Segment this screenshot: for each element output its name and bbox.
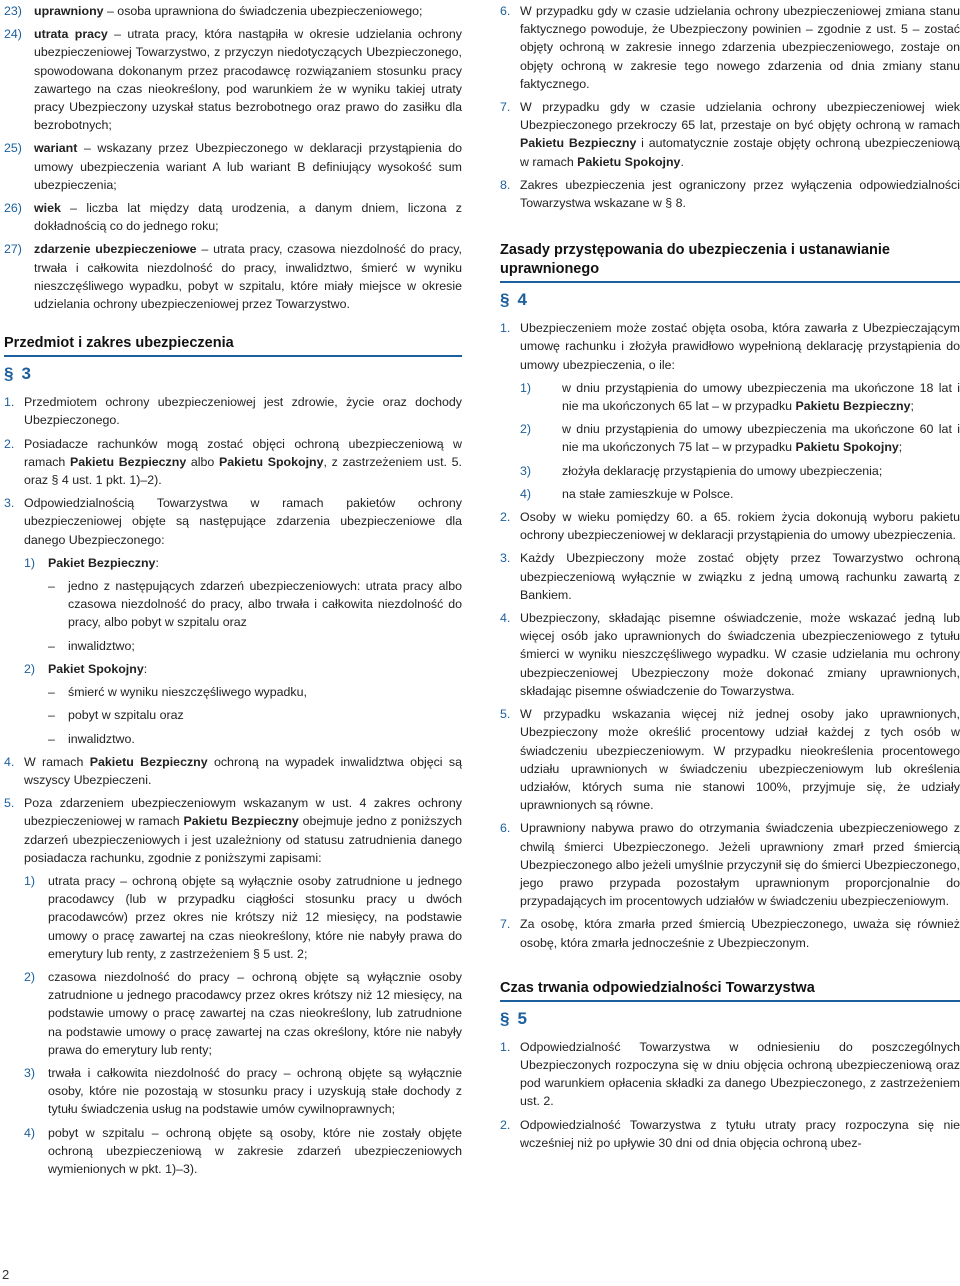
definition-number: 26): [4, 201, 22, 216]
definition-number: 25): [4, 141, 22, 156]
item-text: :: [143, 661, 148, 676]
section-heading: Czas trwania odpowiedzialności Towarzystwa: [500, 979, 960, 1002]
item-text: Odpowiedzialność Towarzystwa z tytułu utraty pracy rozpoczyna się nie wcześniej niż po upływie 30 dni od dnia objęcia ochroną ubez-: [520, 1117, 960, 1150]
sub-item: [520, 420, 960, 456]
dash-item: [4, 683, 462, 701]
dash-mark: –: [48, 579, 55, 594]
sub-item-text: czasowa niezdolność do pracy – ochroną objęte są wyłącznie osoby zatrudnione u jednego pracodawcy przez okres krótszy niż 12 miesięcy, na podstawie umowy o pracę zawartej na czas nieokreślony, lub zatrudnione na podstawie umowy o pracę zawartej na czas określony, które nie nabyły prawa do emerytury lub renty;: [48, 969, 462, 1057]
sub-item: [520, 485, 960, 503]
item-text: Przedmiotem ochrony ubezpieczeniowej jest zdrowie, życie oraz dochody Ubezpieczonego.: [24, 395, 462, 428]
package-name: Pakiet Spokojny: [48, 661, 144, 676]
item-text: Posiadacze rachunków mogą zostać objęci ochroną ubezpieczeniową w ramach: [24, 436, 462, 469]
list-item: [4, 494, 462, 549]
item-text: Osoby w wieku pomiędzy 60. a 65. rokiem życia dokonują wyboru pakietu ochrony ubezpieczeniowej w deklaracji przystąpienia do umowy ubezpieczenia.: [520, 510, 960, 543]
list-item: [500, 549, 960, 604]
sub-item-text: trwała i całkowita niezdolność do pracy – ochroną objęte są wyłącznie osoby, które nie pozostają w stosunku pracy i uzyskują stałe dochody z tytułu świadczenia usług na podstawie umów cywilnoprawnych;: [48, 1065, 462, 1117]
item-text: Zakres ubezpieczenia jest ograniczony przez wyłączenia odpowiedzialności Towarzystwa wskazane w § 8.: [520, 177, 960, 211]
section-heading: Przedmiot i zakres ubezpieczenia: [4, 334, 462, 357]
package-name: Pakietu Bezpieczny: [89, 754, 208, 769]
item-number: 2.: [4, 436, 15, 451]
item-text: Uprawniony nabywa prawo do otrzymania świadczenia ubezpieczeniowego z chwilą śmierci Ubezpieczonego. Jeżeli uprawniony zmarł przed śmiercią Ubezpieczonego albo jeżeli umyślnie przyczynił się do śmierci Ubezpieczonego, jego prawo przypada pozostałym uprawnionym proporcjonalnie do przypadających im procentowych udziałów w świadczeniu ubezpieczeniowym.: [520, 821, 960, 909]
package-name: Pakietu Spokojny: [218, 454, 324, 469]
item-number: 7.: [500, 100, 511, 115]
package-name: Pakietu Bezpieczny: [183, 814, 299, 829]
sub-item-number: 3): [24, 1065, 36, 1080]
sub-item-text: pobyt w szpitalu – ochroną objęte są osoby, które nie zostały objęte ochroną ubezpieczeniową w zakresie zdarzeń ubezpieczeniowych wymienionych w pkt. 1)–3).: [48, 1125, 462, 1176]
sub-item: [24, 968, 462, 1059]
definition-text: – utrata pracy, czasowa niezdolność do pracy, trwała i całkowita niezdolność do pracy, inwalidztwo, śmierć w wyniku nieszczęśliwego wypadku, pobyt w szpitalu, które miały miejsce w okresie udzielania ochrony ubezpieczeniowej przez Towarzystwo.: [34, 242, 462, 312]
item-text: Za osobę, która zmarła przed śmiercią Ubezpieczonego, uważa się również osobę, która zmarła jednocześnie z Ubezpieczonym.: [520, 917, 960, 950]
sub-item-number: 2): [520, 422, 532, 437]
list-item: [500, 705, 960, 814]
dash-mark: –: [48, 638, 55, 653]
list-item: [500, 98, 960, 171]
list-item: [500, 915, 960, 951]
definition-term: utrata pracy: [34, 27, 108, 42]
dash-item: [4, 730, 462, 748]
package-name: Pakietu Spokojny: [795, 440, 899, 455]
paragraph-mark: [4, 363, 462, 385]
sub-item-text: w dniu przystąpienia do umowy ubezpieczenia ma ukończone 60 lat i nie ma ukończonych 75 lat – w przypadku: [562, 422, 960, 455]
dash-mark: –: [48, 685, 55, 700]
item-text: Odpowiedzialność Towarzystwa w odniesieniu do poszczególnych Ubezpieczonych rozpoczyna się w dniu objęcia ochroną ubezpieczeniową oraz pod warunkiem opłacenia składki za danego Ubezpieczonego, z zastrzeżeniem ust. 2.: [520, 1039, 960, 1109]
sub-item-number: 1): [520, 380, 532, 395]
definition-text: – liczba lat między datą urodzenia, a danym dniem, liczona z dokładnością co do jednego roku;: [34, 201, 462, 234]
sub-item: [520, 462, 960, 480]
definition-item: [4, 199, 462, 235]
sub-item: [520, 379, 960, 415]
dash-text: śmierć w wyniku nieszczęśliwego wypadku,: [68, 685, 307, 700]
item-text: Poza zdarzeniem ubezpieczeniowym wskazanym w ust. 4 zakres ochrony ubezpieczeniowej w ramach: [24, 796, 462, 829]
paragraph-number: 5: [517, 1008, 527, 1028]
item-text: ochroną na wypadek inwalidztwa objęci są wszyscy Ubezpieczeni.: [24, 754, 462, 787]
section-sign: §: [500, 290, 510, 310]
section-heading: Zasady przystępowania do ubezpieczenia i ustanawianie uprawnionego: [500, 241, 960, 283]
list-item: [500, 176, 960, 212]
item-number: 7.: [500, 917, 511, 932]
item-number: 2.: [500, 510, 511, 525]
item-text: W ramach: [24, 754, 90, 769]
list-item: [500, 508, 960, 544]
sub-item: [24, 1064, 462, 1119]
list-item: [4, 435, 462, 490]
dash-text: jedno z następujących zdarzeń ubezpieczeniowych: utrata pracy albo czasowa niezdolność do pracy, albo trwała i całkowita niezdolność do pracy, albo pobyt w szpitalu oraz: [68, 579, 462, 630]
item-number: 3.: [4, 496, 15, 511]
dash-item: [4, 706, 462, 724]
section-sign: §: [4, 364, 14, 384]
item-number: 6.: [500, 4, 511, 18]
paragraph-number: 3: [21, 364, 31, 384]
item-number: 8.: [500, 177, 511, 192]
definition-text: – utrata pracy, która nastąpiła w okresie udzielania ochrony ubezpieczeniowej Towarzystwo, z przyczyn niedotyczących Ubezpieczonego, spowodowana dokonanym przez pracodawcę rozwiązaniem stosunku pracy zawartego na czas nieokreślony, pod warunkiem że w wyniku takiej utraty pracy Ubezpieczony uzyskał status bezrobotnego oraz prawo do zasiłku dla bezrobotnych;: [34, 27, 462, 133]
paragraph-mark: [500, 289, 960, 311]
item-number: 5.: [500, 707, 511, 722]
sub-item-text: ;: [898, 440, 903, 455]
sub-item-text: w dniu przystąpienia do umowy ubezpieczenia ma ukończone 18 lat i nie ma ukończonych 65 lat – w przypadku: [562, 380, 960, 414]
sub-item-number: 4): [520, 486, 532, 501]
definition-number: 24): [4, 27, 22, 42]
item-number: 4.: [4, 754, 15, 769]
definition-term: zdarzenie ubezpieczeniowe: [34, 242, 197, 257]
definition-item: [4, 25, 462, 134]
definition-item: [4, 2, 462, 20]
dash-item: [4, 577, 462, 632]
list-item: [500, 819, 960, 910]
package-name: Pakietu Bezpieczny: [69, 454, 187, 469]
item-number: 2.: [500, 1117, 511, 1132]
sub-item: [24, 872, 462, 963]
package-name: Pakietu Bezpieczny: [795, 399, 911, 414]
sub-item: [24, 1124, 462, 1179]
package-name: Pakiet Bezpieczny: [48, 555, 156, 570]
sub-item-number: 1): [24, 555, 36, 570]
list-item: [500, 609, 960, 700]
item-text: W przypadku wskazania więcej niż jednej osoby jako uprawnionych, Ubezpieczony może określić procentowy udział każdej z tych osób w świadczeniu ubezpieczeniowym. W przypadku nieokreślenia procentowego udziału uprawnionych w świadczeniu ubezpieczeniowym lub określenia udziałów, których suma nie stanowi 100%, przyjmuje się, że udziały uprawnionych są równe.: [520, 707, 960, 813]
sub-item: [24, 554, 462, 572]
dash-item: [4, 637, 462, 655]
definition-item: [4, 139, 462, 194]
list-item: [500, 319, 960, 374]
package-name: Pakietu Bezpieczny: [520, 136, 637, 151]
sub-item-number: 2): [24, 661, 36, 676]
sub-item-number: 3): [520, 463, 532, 478]
list-item: [4, 753, 462, 789]
item-text: .: [680, 154, 684, 169]
sub-item-text: na stałe zamieszkuje w Polsce.: [562, 486, 734, 501]
item-text: :: [155, 555, 159, 570]
item-number: 1.: [4, 395, 15, 410]
definition-item: [4, 240, 462, 313]
definition-number: 27): [4, 242, 22, 257]
sub-item-text: utrata pracy – ochroną objęte są wyłącznie osoby zatrudnione u jednego pracodawcy (lub w przypadku ciągłości stosunku pracy u dwóch pracodawców) przez okres nie krótszy niż 12 miesięcy, na podstawie umowy o pracę zawartej na czas nieokreślony, które nie nabyły prawa do emerytury lub renty, z zastrzeżeniem § 5 ust. 2;: [48, 873, 462, 961]
item-text: Ubezpieczeniem może zostać objęta osoba, która zawarła z Ubezpieczającym umowę rachunku i złożyła prawidłowo wypełnioną deklarację przystąpienia do umowy ubezpieczenia, o ile:: [520, 321, 960, 372]
item-text: i automatycznie zostaje objęty ochroną ubezpieczeniową w ramach: [520, 136, 960, 169]
left-column: [4, 2, 462, 1183]
item-number: 6.: [500, 821, 511, 836]
dash-mark: –: [48, 731, 55, 746]
dash-mark: –: [48, 708, 55, 723]
definition-text: – wskazany przez Ubezpieczonego w deklaracji przystąpienia do umowy ubezpieczenia wariant A lub wariant B definiujący wysokość sum ubezpieczenia;: [34, 141, 462, 192]
item-number: 4.: [500, 611, 511, 626]
dash-text: pobyt w szpitalu oraz: [68, 708, 184, 723]
sub-item-number: 1): [24, 873, 36, 888]
dash-text: inwalidztwo;: [68, 638, 135, 653]
list-item: [500, 1116, 960, 1152]
item-text: Ubezpieczony, składając pisemne oświadczenie, może wskazać jedną lub więcej osób jako uprawnionych do świadczenia ubezpieczeniowego z tytułu śmierci w wyniku nieszczęśliwego wypadku. W czasie udzielania mu ochrony ubezpieczeniowej Ubezpieczony może dokonać zmiany uprawnionych, składając pisemne oświadczenie do Towarzystwa.: [520, 611, 960, 698]
definition-term: wiek: [34, 201, 61, 216]
item-text: W przypadku gdy w czasie udzielania ochrony ubezpieczeniowej wiek Ubezpieczonego przekroczy 65 lat, przestaje on być objęty ochroną w ramach: [520, 100, 960, 133]
page-number: 2: [2, 1267, 10, 1282]
item-number: 5.: [4, 796, 15, 811]
sub-item-text: złożyła deklarację przystąpienia do umowy ubezpieczenia;: [562, 463, 883, 478]
definition-number: 23): [4, 4, 22, 18]
item-text: Każdy Ubezpieczony może zostać objęty przez Towarzystwo ochroną ubezpieczeniową wyłącznie w związku z jedną umową rachunku zawartą z Bankiem.: [520, 551, 960, 602]
definition-term: uprawniony: [34, 4, 104, 18]
section-sign: §: [500, 1008, 510, 1028]
item-number: 1.: [500, 1039, 511, 1054]
paragraph-mark: [500, 1008, 960, 1030]
list-item: [500, 1038, 960, 1111]
item-text: albo: [186, 454, 219, 469]
item-number: 3.: [500, 551, 511, 566]
list-item: [4, 393, 462, 429]
sub-item-number: 2): [24, 969, 36, 984]
item-text: W przypadku gdy w czasie udzielania ochrony ubezpieczeniowej zmiana stanu faktycznego powoduje, że Ubezpieczony powinien – zgodnie z ust. 5 – zostać objęty ochroną w zakresie innego zdarzenia ubezpieczeniowego, zostaje on objęty ochroną w zakresie tego nowego zdarzenia od dnia zmiany stanu faktycznego.: [520, 4, 960, 91]
item-text: , z zastrzeżeniem ust. 5. oraz § 4 ust. 1 pkt. 1)–2).: [24, 454, 462, 488]
item-number: 1.: [500, 321, 511, 336]
definition-text: – osoba uprawniona do świadczenia ubezpieczeniowego;: [103, 4, 423, 18]
list-item: [4, 794, 462, 867]
item-text: obejmuje jedno z poniższych zdarzeń ubezpieczeniowych i jest uzależniony od statusu zatrudnienia danego posiadacza rachunku, zgodnie z poniższymi zapisami:: [24, 814, 462, 865]
sub-item: [24, 660, 462, 678]
dash-text: inwalidztwo.: [68, 731, 135, 746]
definition-term: wariant: [34, 141, 78, 156]
sub-item-number: 4): [24, 1125, 36, 1140]
package-name: Pakietu Spokojny: [577, 154, 681, 169]
list-item: [500, 2, 960, 93]
sub-item-text: ;: [910, 399, 914, 414]
paragraph-number: 4: [517, 290, 527, 310]
right-column: [500, 2, 960, 1157]
item-text: Odpowiedzialnością Towarzystwa w ramach pakietów ochrony ubezpieczeniowej objęte są następujące zdarzenia ubezpieczeniowe dla danego Ubezpieczonego:: [24, 496, 462, 547]
